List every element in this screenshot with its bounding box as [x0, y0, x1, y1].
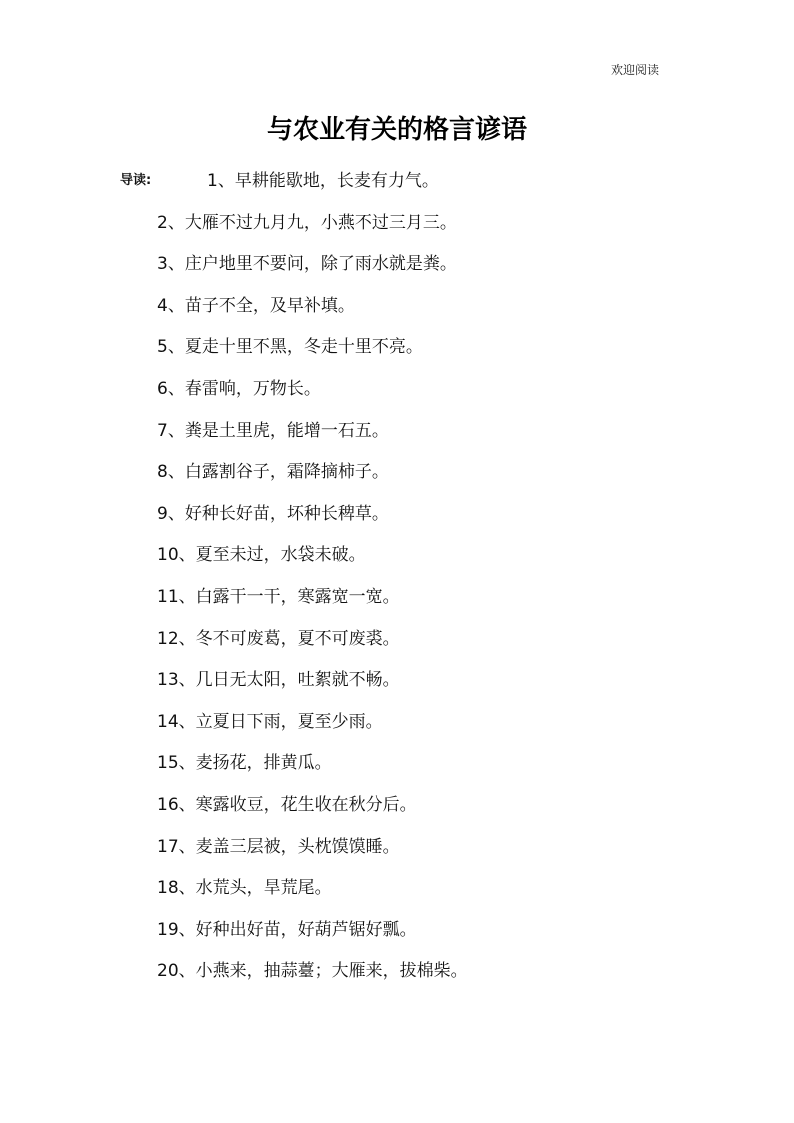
- proverb-number: 8: [157, 462, 168, 483]
- proverb-number: 11: [157, 587, 179, 607]
- proverb-separator: 、: [178, 878, 196, 899]
- proverb-text: 几日无太阳，吐絮就不畅。: [195, 670, 400, 691]
- proverb-item: [157, 834, 400, 860]
- proverb-item: [157, 459, 389, 485]
- proverb-text: 夏至未过，水袋未破。: [195, 545, 366, 566]
- proverb-item: [157, 376, 321, 402]
- proverb-separator: 、: [178, 545, 196, 566]
- proverb-number: 9: [157, 503, 168, 524]
- proverb-item: [207, 168, 439, 194]
- proverb-text: 庄户地里不要问，除了雨水就是粪。: [184, 254, 457, 275]
- proverb-separator: 、: [167, 295, 185, 316]
- proverb-separator: 、: [167, 254, 185, 275]
- proverb-item: [157, 334, 423, 360]
- proverb-text: 夏走十里不黑，冬走十里不亮。: [184, 337, 423, 358]
- proverb-text: 立夏日下雨，夏至少雨。: [195, 711, 383, 732]
- proverb-separator: 、: [217, 171, 235, 191]
- proverb-number: 1: [207, 171, 218, 191]
- proverb-separator: 、: [178, 753, 196, 774]
- proverb-item: [157, 709, 383, 735]
- proverb-item: [157, 293, 355, 319]
- proverb-number: 5: [157, 337, 168, 358]
- proverb-text: 水荒头，旱荒尾。: [195, 878, 332, 899]
- proverb-number: 3: [157, 254, 168, 275]
- proverb-text: 春雷响，万物长。: [184, 379, 321, 399]
- proverb-item: [157, 418, 389, 444]
- proverb-item: [157, 626, 400, 652]
- proverb-text: 白露干一干，寒露宽一宽。: [195, 587, 400, 607]
- proverb-item: [157, 501, 389, 527]
- document-title: 与农业有关的格言谚语: [266, 115, 527, 145]
- proverb-text: 冬不可废葛，夏不可废裘。: [195, 628, 400, 649]
- proverb-item: [157, 875, 332, 901]
- proverb-number: 19: [157, 919, 179, 940]
- proverb-item: [157, 542, 366, 568]
- proverb-separator: 、: [178, 961, 196, 982]
- proverb-number: 4: [157, 295, 168, 316]
- proverb-item: [157, 917, 417, 943]
- proverb-separator: 、: [178, 795, 196, 815]
- proverb-item: [157, 210, 457, 236]
- proverb-number: 18: [157, 878, 179, 899]
- proverb-number: 17: [157, 836, 179, 857]
- proverb-separator: 、: [178, 919, 196, 940]
- header-note: 欢迎阅读: [611, 63, 660, 77]
- intro-label: 导读:: [120, 173, 152, 188]
- proverb-text: 寒露收豆，花生收在秋分后。: [195, 795, 417, 815]
- proverb-separator: 、: [178, 628, 196, 649]
- proverb-number: 14: [157, 711, 179, 732]
- proverb-separator: 、: [167, 379, 185, 399]
- proverb-separator: 、: [167, 420, 185, 441]
- proverb-number: 15: [157, 753, 179, 774]
- proverb-text: 早耕能歇地，长麦有力气。: [234, 171, 439, 191]
- proverb-text: 好种出好苗，好葫芦锯好瓢。: [195, 919, 417, 940]
- proverb-separator: 、: [178, 670, 196, 691]
- proverb-number: 13: [157, 670, 179, 691]
- proverb-separator: 、: [167, 462, 185, 483]
- proverb-number: 10: [157, 545, 179, 566]
- proverb-number: 2: [157, 212, 168, 233]
- proverb-separator: 、: [178, 711, 196, 732]
- proverb-text: 麦盖三层被，头枕馍馍睡。: [195, 836, 400, 857]
- proverb-number: 7: [157, 420, 168, 441]
- proverb-text: 好种长好苗，坏种长稗草。: [184, 503, 389, 524]
- proverb-item: [157, 792, 417, 818]
- proverb-item: [157, 750, 332, 776]
- proverb-item: [157, 584, 400, 610]
- proverb-text: 白露割谷子，霜降摘柿子。: [184, 462, 389, 483]
- proverb-text: 小燕来，抽蒜薹；大雁来，拔棉柴。: [195, 961, 468, 982]
- proverb-text: 大雁不过九月九，小燕不过三月三。: [184, 212, 457, 233]
- proverb-separator: 、: [178, 836, 196, 857]
- proverb-text: 苗子不全，及早补填。: [184, 295, 355, 316]
- proverb-item: [157, 667, 400, 693]
- proverb-text: 麦扬花，排黄瓜。: [195, 753, 332, 774]
- proverb-item: [157, 958, 468, 984]
- proverb-separator: 、: [167, 503, 185, 524]
- proverb-number: 16: [157, 795, 179, 815]
- proverb-text: 粪是土里虎，能增一石五。: [184, 420, 389, 441]
- proverb-number: 6: [157, 379, 168, 399]
- proverb-separator: 、: [167, 337, 185, 358]
- proverb-number: 12: [157, 628, 179, 649]
- proverb-separator: 、: [167, 212, 185, 233]
- proverb-number: 20: [157, 961, 179, 982]
- proverb-separator: 、: [178, 587, 196, 607]
- proverb-item: [157, 251, 457, 277]
